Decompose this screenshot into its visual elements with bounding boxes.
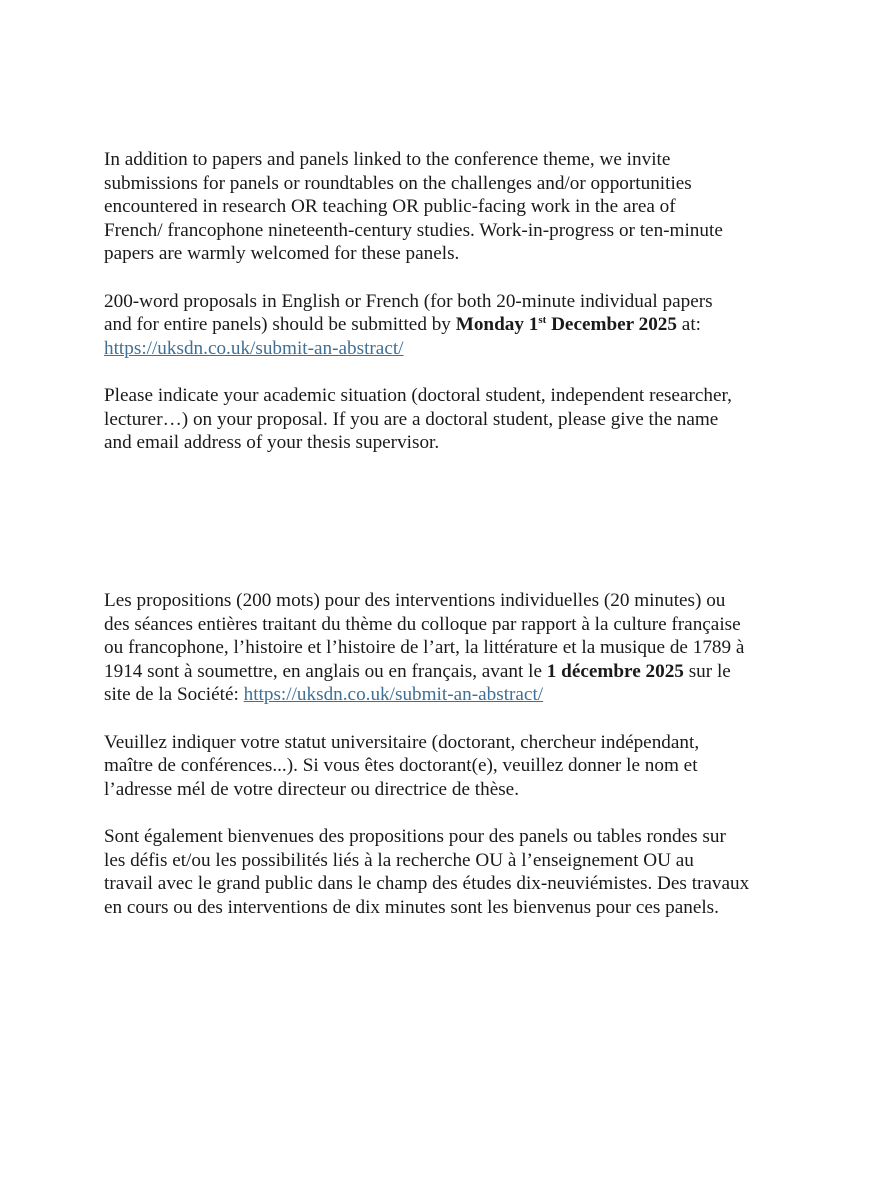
text-line bbox=[104, 683, 794, 707]
text-line: and email address of your thesis supervisor. bbox=[104, 432, 440, 454]
text-line: maître de conférences...). Si vous êtes doctorant(e), veuillez donner le nom et bbox=[104, 755, 698, 777]
text-line: In addition to papers and panels linked to the conference theme, we invite bbox=[104, 149, 671, 170]
french-paragraph-panels bbox=[104, 825, 794, 919]
text-line: Sont également bienvenues des propositions pour des panels ou tables rondes sur bbox=[104, 825, 726, 847]
english-paragraph-situation bbox=[104, 384, 794, 455]
text-line: Please indicate your academic situation (doctoral student, independent researcher, bbox=[104, 384, 732, 406]
text-line: papers are warmly welcomed for these panels. bbox=[104, 243, 460, 265]
text-line: submissions for panels or roundtables on the challenges and/or opportunities bbox=[104, 172, 692, 194]
text-line: Les propositions (200 mots) pour des interventions individuelles (20 minutes) ou bbox=[104, 590, 726, 611]
english-paragraph-submission bbox=[104, 290, 794, 361]
text-line: des séances entières traitant du thème du colloque par rapport à la culture française bbox=[104, 613, 741, 635]
french-paragraph-statut bbox=[104, 731, 794, 802]
french-section bbox=[104, 589, 794, 943]
text-line: l’adresse mél de votre directeur ou directrice de thèse. bbox=[104, 778, 519, 800]
text-fragment: at: bbox=[677, 314, 701, 336]
french-paragraph-submission bbox=[104, 589, 794, 707]
english-paragraph-panels bbox=[104, 148, 794, 266]
ordinal-suffix: st bbox=[538, 314, 547, 327]
deadline-french: 1 décembre 2025 bbox=[546, 660, 684, 682]
text-line: French/ francophone nineteenth-century studies. Work-in-progress or ten-minute bbox=[104, 219, 723, 241]
text-line: 200-word proposals in English or French (for both 20-minute individual papers bbox=[104, 290, 713, 312]
text-line: les défis et/ou les possibilités liés à la recherche OU à l’enseignement OU au bbox=[104, 849, 694, 871]
text-fragment: sur le bbox=[683, 660, 731, 682]
text-line: lecturer…) on your proposal. If you are a doctoral student, please give the name bbox=[104, 408, 719, 430]
deadline-english: Monday 1st December 2025 bbox=[455, 314, 677, 336]
text-line bbox=[104, 313, 794, 337]
english-section bbox=[104, 148, 794, 478]
submit-abstract-link-english[interactable]: https://uksdn.co.uk/submit-an-abstract/ bbox=[104, 337, 404, 359]
text-fragment: 1914 sont à soumettre, en anglais ou en français, avant le bbox=[104, 660, 547, 682]
submit-abstract-link-french[interactable]: https://uksdn.co.uk/submit-an-abstract/ bbox=[243, 684, 544, 706]
text-line: travail avec le grand public dans le champ des études dix-neuviémistes. Des travaux bbox=[104, 873, 750, 895]
text-line: ou francophone, l’histoire et l’histoire de l’art, la littérature et la musique de 1789 à bbox=[104, 637, 745, 659]
text-fragment: and for entire panels) should be submitted by bbox=[104, 314, 456, 336]
text-line: encountered in research OR teaching OR public-facing work in the area of bbox=[104, 196, 676, 218]
text-fragment: site de la Société: bbox=[104, 684, 244, 706]
text-line: Veuillez indiquer votre statut universitaire (doctorant, chercheur indépendant, bbox=[104, 731, 700, 753]
text-line bbox=[104, 660, 794, 684]
text-line bbox=[104, 337, 794, 361]
text-line: en cours ou des interventions de dix minutes sont les bienvenus pour ces panels. bbox=[104, 896, 719, 918]
